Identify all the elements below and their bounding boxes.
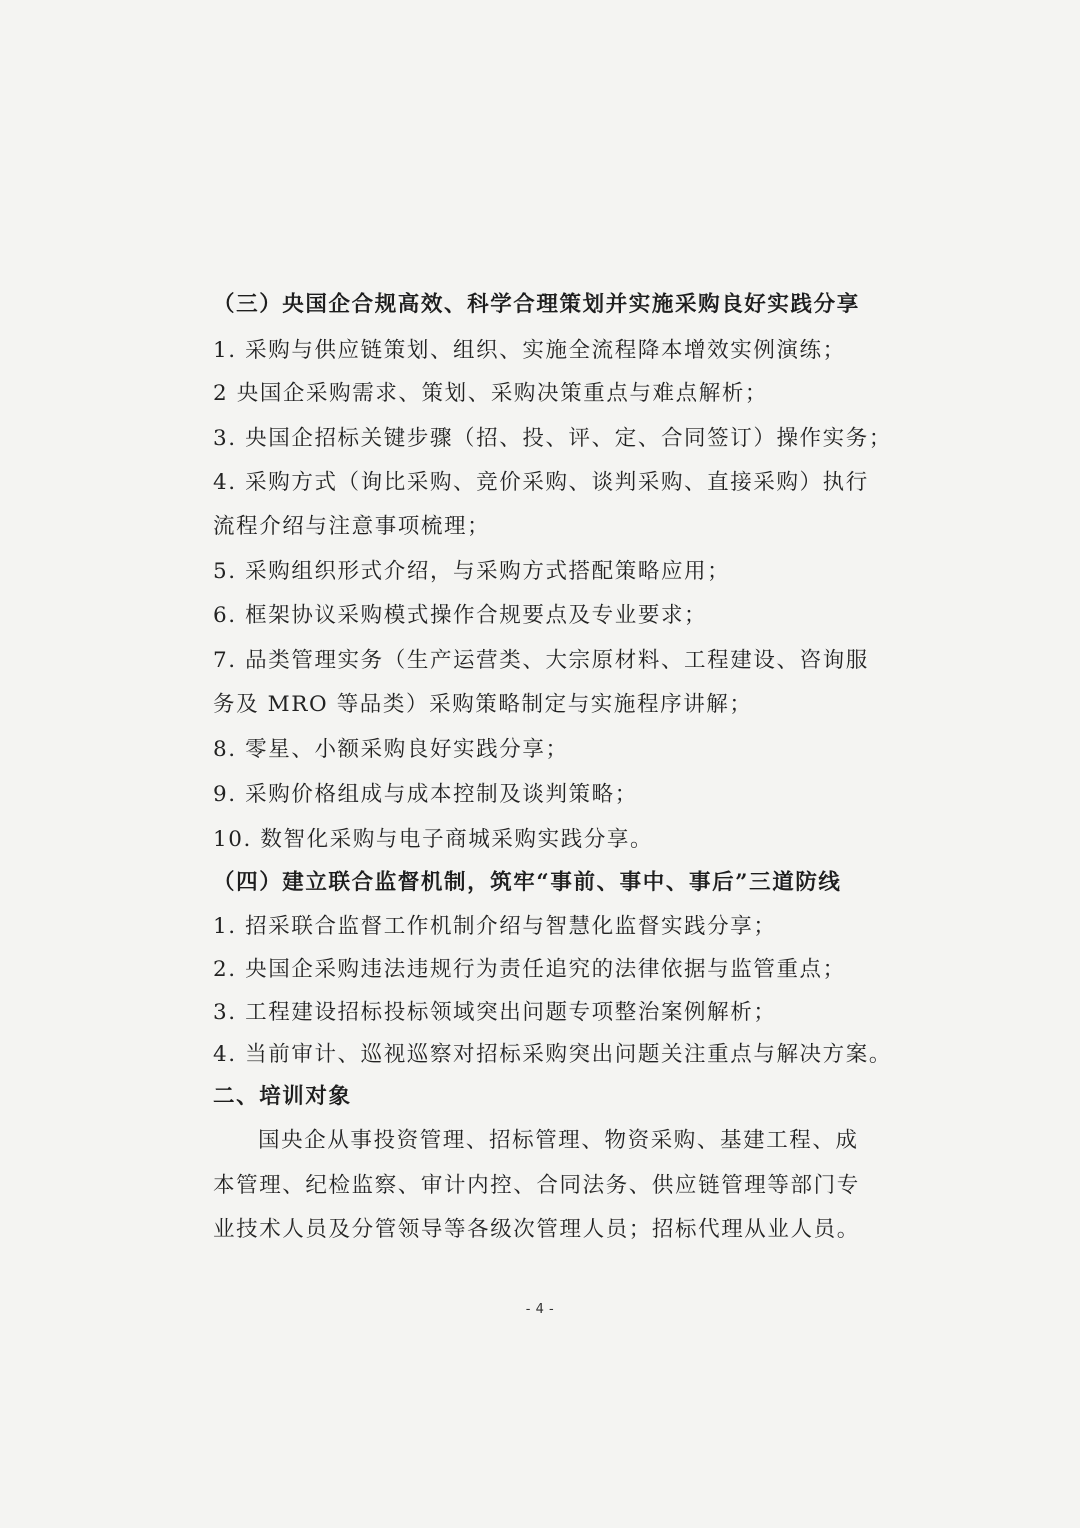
- list-item: 9. 采购价格组成与成本控制及谈判策略；: [213, 782, 638, 807]
- list-item: 1. 采购与供应链策划、组织、实施全流程降本增效实例演练；: [213, 338, 846, 363]
- list-item: 4. 当前审计、巡视巡察对招标采购突出问题关注重点与解决方案。: [213, 1042, 892, 1067]
- section-heading-4: （四）建立联合监督机制，筑牢“事前、事中、事后”三道防线: [213, 870, 842, 895]
- page-number: - 4 -: [525, 1302, 555, 1317]
- list-item: 6. 框架协议采购模式操作合规要点及专业要求；: [213, 603, 708, 628]
- paragraph-line: 国央企从事投资管理、招标管理、物资采购、基建工程、成: [258, 1128, 859, 1153]
- paragraph-line: 本管理、纪检监察、审计内控、合同法务、供应链管理等部门专: [213, 1173, 860, 1198]
- list-item: 2 央国企采购需求、策划、采购决策重点与难点解析；: [213, 381, 769, 406]
- list-item: 8. 零星、小额采购良好实践分享；: [213, 737, 569, 762]
- section-heading-trainees: 二、培训对象: [213, 1084, 352, 1109]
- paragraph-line: 业技术人员及分管领导等各级次管理人员；招标代理从业人员。: [213, 1217, 860, 1242]
- list-item: 1. 招采联合监督工作机制介绍与智慧化监督实践分享；: [213, 914, 777, 939]
- list-item: 3. 工程建设招标投标领域突出问题专项整治案例解析；: [213, 1000, 777, 1025]
- list-item: 流程介绍与注意事项梳理；: [213, 514, 491, 539]
- list-item: 2. 央国企采购违法违规行为责任追究的法律依据与监管重点；: [213, 957, 846, 982]
- list-item: 5. 采购组织形式介绍，与采购方式搭配策略应用；: [213, 559, 731, 584]
- list-item: 4. 采购方式（询比采购、竞价采购、谈判采购、直接采购）执行: [213, 470, 869, 495]
- list-item: 7. 品类管理实务（生产运营类、大宗原材料、工程建设、咨询服: [213, 648, 869, 673]
- list-item: 务及 MRO 等品类）采购策略制定与实施程序讲解；: [213, 692, 753, 717]
- list-item: 3. 央国企招标关键步骤（招、投、评、定、合同签订）操作实务；: [213, 426, 892, 451]
- list-item: 10. 数智化采购与电子商城采购实践分享。: [213, 827, 654, 852]
- section-heading-3: （三）央国企合规高效、科学合理策划并实施采购良好实践分享: [213, 292, 860, 317]
